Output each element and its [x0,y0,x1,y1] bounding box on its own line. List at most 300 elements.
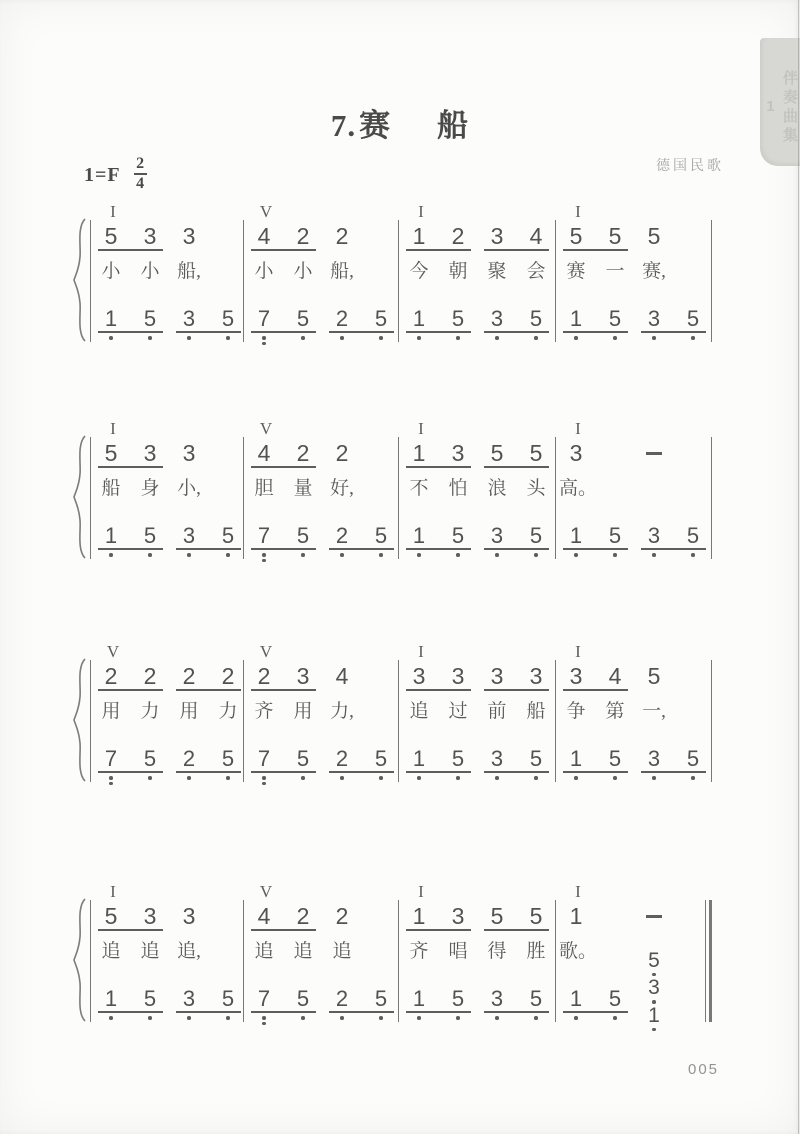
bar [243,883,398,1035]
melody-beam-pair [563,224,628,251]
bass-beam-pair [563,747,628,780]
chord-numeral: I [575,419,581,438]
bass-note: 5 [451,986,465,1011]
melody-beam-pair [98,224,163,251]
bass-note: 5 [296,523,310,548]
bass-note: 1 [412,523,426,548]
bass-note: 5 [143,523,157,548]
chord-numeral: I [418,882,424,901]
bass-note: 5 [608,306,622,331]
lyric-syllable: 追, [177,941,201,962]
bass-note: 5 [529,986,543,1011]
bar [243,420,398,572]
bass-note: 2 [335,746,349,771]
melody-note: 5 [529,903,543,929]
system-3 [77,643,725,795]
melody-note: 3 [182,903,196,929]
bass-note: 7 [257,746,271,771]
melody-note: 5 [529,440,543,466]
bass-beam-pair [406,307,471,340]
bass-beam-pair [641,747,706,780]
bass-beam-pair [176,987,241,1020]
end-barline [711,660,712,782]
barline [398,437,399,559]
lyric-syllable: 追 [332,941,352,962]
lyric-syllable: 赛 [566,261,586,282]
bass-note: 1 [412,306,426,331]
bass-note: 7 [257,523,271,548]
melody-note: 4 [529,223,543,249]
barline [243,437,244,559]
bass-note: 3 [490,746,504,771]
melody-beam-pair [484,441,549,468]
bass-note: 5 [451,523,465,548]
melody-beam-pair [251,224,316,251]
bass-note: 5 [686,306,700,331]
lyric-syllable: 浪 [487,478,507,499]
melody-beam-pair [406,224,471,251]
lyric-syllable: 好, [330,478,354,499]
lyric-syllable: 用 [179,701,199,722]
octave-dot [187,336,191,340]
octave-dot [262,1016,266,1020]
bass-note: 5 [143,746,157,771]
lyric-syllable: 船 [526,701,546,722]
octave-dot [613,1016,617,1020]
bar [555,420,712,572]
lyric-syllable: 头 [526,478,546,499]
octave-dot [691,336,695,340]
bass-note: 1 [412,746,426,771]
lyric-syllable: 追 [409,701,429,722]
melody-beam-pair [98,441,163,468]
melody-note: 3 [296,663,310,689]
octave-dot [148,553,152,557]
melody-note: 3 [569,663,583,689]
barline [90,220,91,342]
bass-note: 5 [608,523,622,548]
bass-note: 5 [221,523,235,548]
octave-dot [379,776,383,780]
bass-beam-pair [406,747,471,780]
melody-note: 5 [490,903,504,929]
octave-dot [340,776,344,780]
lyric-syllable: 力 [218,701,238,722]
lyric-syllable: 得 [487,941,507,962]
bass-note: 5 [374,746,388,771]
bass-note: 5 [143,306,157,331]
octave-dot [495,336,499,340]
bass-beam-pair [329,524,394,557]
bar [398,203,555,355]
melody-note: 5 [104,440,118,466]
bass-beam-pair [98,524,163,557]
melody-note: 3 [143,903,157,929]
octave-dot [262,1022,266,1026]
octave-dot [340,336,344,340]
bass-beam-pair [98,987,163,1020]
melody-note: 4 [257,903,271,929]
melody-note: 4 [257,223,271,249]
octave-dot [534,553,538,557]
chord-numeral: V [106,642,120,661]
system-4 [77,883,725,1035]
barline [398,900,399,1022]
lyric-syllable: 齐 [254,701,274,722]
bar [398,883,555,1035]
melody-note: 3 [490,663,504,689]
chord-numeral: I [110,202,116,221]
melody-note: 2 [335,903,349,929]
melody-note: 3 [569,440,583,466]
bar [398,420,555,572]
bass-note: 7 [104,746,118,771]
octave-dot [262,342,266,346]
bass-note: 3 [490,306,504,331]
octave-dot [262,776,266,780]
bass-beam-pair [406,524,471,557]
melody-note: 2 [221,663,235,689]
octave-dot [379,553,383,557]
bass-note: 5 [296,986,310,1011]
octave-dot [148,1016,152,1020]
bass-beam-pair [641,307,706,340]
melody-note: 5 [647,663,661,689]
chord-numeral: I [110,882,116,901]
bass-beam-pair [329,307,394,340]
octave-dot [262,559,266,563]
octave-dot [652,553,656,557]
bass-note: 3 [647,746,661,771]
bass-beam-pair [329,747,394,780]
octave-dot [652,776,656,780]
bar [555,203,712,355]
barline [555,220,556,342]
octave-dot [148,776,152,780]
bass-note: 1 [569,306,583,331]
time-signature-top: 2 [136,155,145,172]
melody-beam-pair [251,441,316,468]
melody-note: 4 [608,663,622,689]
barline [398,220,399,342]
melody-note: 5 [104,903,118,929]
side-tab-label: 伴奏曲集 1 [762,70,798,146]
chord-numeral: I [418,419,424,438]
lyric-syllable: 小 [140,261,160,282]
octave-dot [417,553,421,557]
credit: 德国民歌 [656,159,724,174]
melody-note: 3 [490,223,504,249]
lyric-syllable: 赛, [642,261,666,282]
octave-dot [187,1016,191,1020]
barline [90,900,91,1022]
bar [398,643,555,795]
melody-note: 2 [182,663,196,689]
lyric-syllable: 胜 [526,941,546,962]
bass-note: 1 [104,306,118,331]
dash-note [641,441,667,466]
bass-note: 5 [221,986,235,1011]
octave-dot [574,336,578,340]
melody-note: 5 [104,223,118,249]
octave-dot [652,336,656,340]
octave-dot [574,776,578,780]
stack-note: 3 [648,977,660,1004]
melody-note: 2 [335,223,349,249]
bass-note: 5 [686,746,700,771]
lyric-syllable: 歌。 [559,941,598,962]
chord-numeral: I [418,202,424,221]
bass-note: 5 [374,986,388,1011]
bass-note: 7 [257,986,271,1011]
octave-dot [574,553,578,557]
bass-note: 5 [529,306,543,331]
octave-dot [262,553,266,557]
bass-note: 5 [608,986,622,1011]
octave-dot [109,336,113,340]
octave-dot [495,1016,499,1020]
melody-note: 3 [143,440,157,466]
octave-dot [691,553,695,557]
system-1 [77,203,725,355]
octave-dot [226,776,230,780]
octave-dot [652,1028,656,1032]
octave-dot [534,1016,538,1020]
octave-dot [456,776,460,780]
bass-note: 5 [374,306,388,331]
bass-note: 2 [335,523,349,548]
lyric-syllable: 追 [293,941,313,962]
octave-dot [226,1016,230,1020]
octave-dot [417,1016,421,1020]
bass-note: 1 [104,986,118,1011]
lyric-syllable: 一, [642,701,666,722]
bass-note: 5 [374,523,388,548]
octave-dot [613,776,617,780]
chord-numeral: I [575,202,581,221]
bass-note: 2 [335,306,349,331]
bass-beam-pair [251,987,316,1025]
melody-beam-pair [484,904,549,931]
octave-dot [417,776,421,780]
bass-beam-pair [484,987,549,1020]
melody-beam-pair [484,664,549,691]
octave-dot [301,1016,305,1020]
melody-note: 2 [296,903,310,929]
octave-dot [456,1016,460,1020]
bass-note: 2 [335,986,349,1011]
bass-beam-pair [251,307,316,345]
bass-note: 1 [412,986,426,1011]
bar [90,203,243,355]
bass-note: 5 [529,523,543,548]
bass-note: 1 [569,986,583,1011]
bass-note: 3 [647,523,661,548]
octave-dot [109,1016,113,1020]
lyric-syllable: 身 [140,478,160,499]
bass-note: 1 [104,523,118,548]
octave-dot [301,776,305,780]
barline [243,220,244,342]
bass-note: 5 [296,306,310,331]
bass-beam-pair [484,307,549,340]
melody-note: 3 [451,663,465,689]
bass-note: 3 [182,523,196,548]
melody-note: 2 [143,663,157,689]
melody-note: 3 [182,440,196,466]
melody-beam-pair [406,664,471,691]
octave-dot [691,776,695,780]
melody-note: 1 [412,223,426,249]
bar [243,203,398,355]
melody-note: 3 [451,903,465,929]
bass-beam-pair [98,307,163,340]
octave-dot [109,782,113,786]
bass-note: 3 [182,306,196,331]
melody-note: 1 [412,903,426,929]
bar [90,643,243,795]
lyric-syllable: 量 [293,478,313,499]
system-brace [72,434,88,560]
lyric-syllable: 第 [605,701,625,722]
bass-note: 5 [221,746,235,771]
melody-note: 3 [412,663,426,689]
melody-beam-pair [484,224,549,251]
barline [90,660,91,782]
bass-beam-pair [98,747,163,785]
bass-note: 1 [569,746,583,771]
stack-note: 1 [648,1005,660,1032]
melody-note: 3 [182,223,196,249]
title-number: 7. [330,108,357,143]
lyric-syllable: 船 [101,478,121,499]
octave-dot [226,336,230,340]
end-barline [711,220,712,342]
melody-beam-pair [563,664,628,691]
melody-note: 5 [490,440,504,466]
stack-note: 5 [648,950,660,977]
lyric-syllable: 追 [101,941,121,962]
end-barline [711,437,712,559]
melody-note: 4 [335,663,349,689]
bass-beam-pair [641,524,706,557]
bass-beam-pair [484,524,549,557]
melody-note: 2 [257,663,271,689]
bass-beam-pair [176,307,241,340]
melody-note: 3 [451,440,465,466]
page-number: 005 [688,1061,720,1078]
bar [90,420,243,572]
melody-note: 2 [104,663,118,689]
lyric-syllable: 小 [254,261,274,282]
bass-beam-pair [563,307,628,340]
bass-note: 3 [647,306,661,331]
bass-note: 5 [686,523,700,548]
octave-dot [226,553,230,557]
lyric-syllable: 会 [526,261,546,282]
bass-note: 1 [569,523,583,548]
bass-note: 5 [451,306,465,331]
lyric-syllable: 前 [487,701,507,722]
chord-stack [641,950,667,1032]
bass-note: 3 [490,523,504,548]
bass-note: 7 [257,306,271,331]
melody-beam-pair [98,664,163,691]
melody-beam-pair [176,664,241,691]
lyric-syllable: 小 [293,261,313,282]
barline [398,660,399,782]
lyric-syllable: 今 [409,261,429,282]
octave-dot [262,336,266,340]
chord-numeral: V [259,642,273,661]
melody-note: 1 [412,440,426,466]
bar [555,643,712,795]
lyric-syllable: 齐 [409,941,429,962]
system-brace [72,897,88,1023]
barline [555,660,556,782]
bass-beam-pair [329,987,394,1020]
lyric-syllable: 胆 [254,478,274,499]
melody-beam-pair [98,904,163,931]
bass-beam-pair [406,987,471,1020]
title-char-2: 船 [437,108,470,143]
octave-dot [187,553,191,557]
melody-note: 3 [529,663,543,689]
octave-dot [456,553,460,557]
octave-dot [187,776,191,780]
bass-beam-pair [176,524,241,557]
bass-note: 5 [451,746,465,771]
octave-dot [262,782,266,786]
lyric-syllable: 用 [101,701,121,722]
bass-beam-pair [251,747,316,785]
octave-dot [456,336,460,340]
bass-beam-pair [563,524,628,557]
bass-note: 5 [529,746,543,771]
system-brace [72,657,88,783]
bass-beam-pair [251,524,316,562]
melody-note: 2 [296,223,310,249]
bass-beam-pair [176,747,241,780]
bass-beam-pair [563,987,628,1020]
chord-numeral: I [575,882,581,901]
melody-note: 2 [451,223,465,249]
chord-numeral: I [110,419,116,438]
lyric-syllable: 追 [140,941,160,962]
lyric-syllable: 力, [330,701,354,722]
octave-dot [613,336,617,340]
melody-beam-pair [251,904,316,931]
lyric-syllable: 聚 [487,261,507,282]
octave-dot [534,776,538,780]
octave-dot [534,336,538,340]
octave-dot [652,1000,656,1004]
barline [90,437,91,559]
chord-numeral: V [259,202,273,221]
bass-note: 5 [143,986,157,1011]
bass-note: 3 [182,986,196,1011]
key-text: 1=F [84,164,121,186]
barline [555,437,556,559]
chord-numeral: V [259,882,273,901]
lyric-syllable: 朝 [448,261,468,282]
end-barline [709,900,713,1022]
melody-note: 3 [143,223,157,249]
title-char-1: 赛 [359,108,392,143]
octave-dot [379,1016,383,1020]
chord-numeral: V [259,419,273,438]
system-brace [72,217,88,343]
